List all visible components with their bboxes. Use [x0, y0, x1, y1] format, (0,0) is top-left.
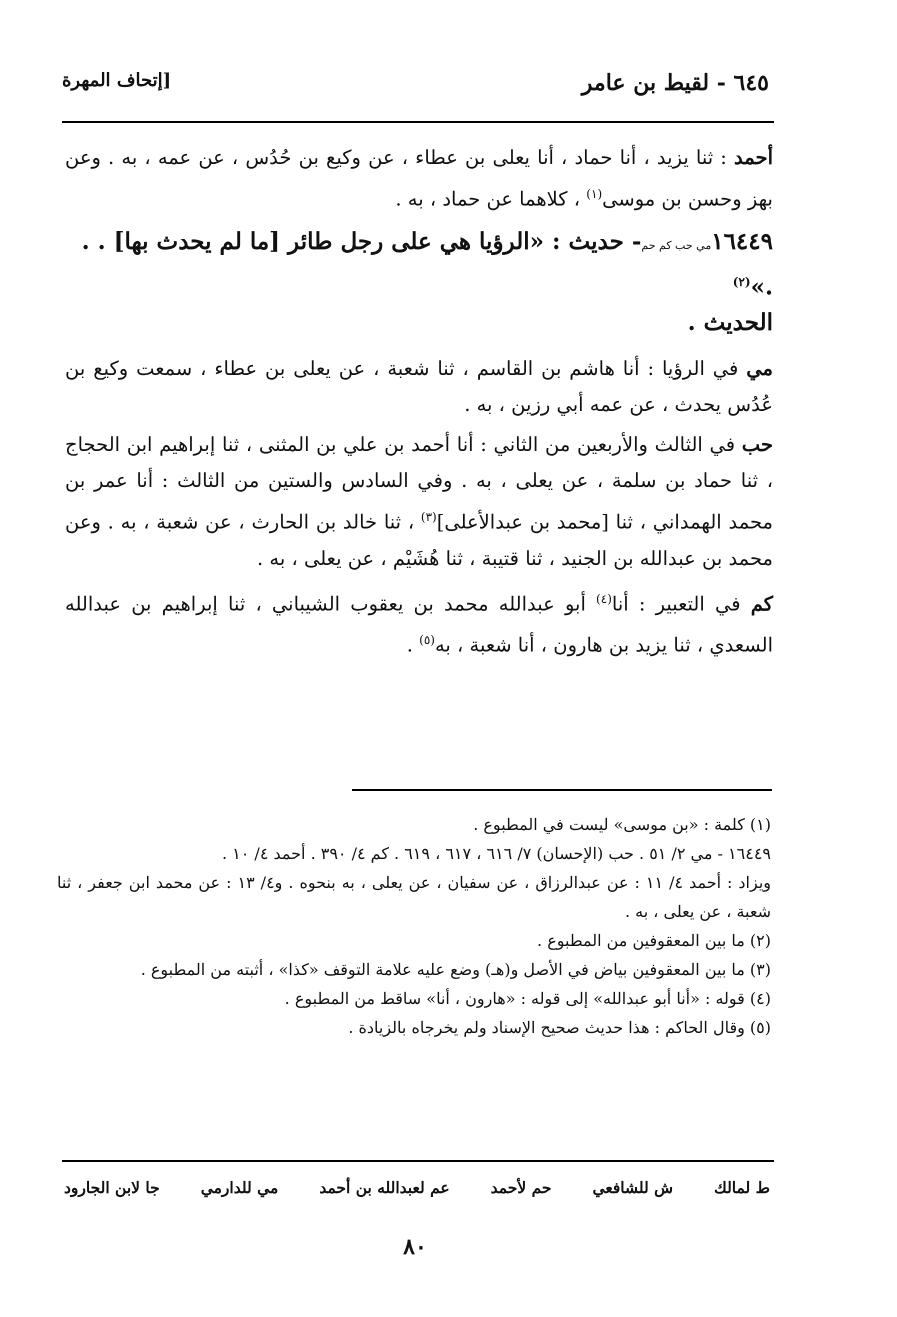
legend-item: عم لعبدالله بن أحمد	[319, 1178, 450, 1197]
hadith-label: - حديث :	[552, 227, 642, 255]
legend-item: جا لابن الجارود	[64, 1178, 160, 1197]
source-siglum: كم	[750, 592, 773, 616]
footnote-rule	[352, 789, 772, 791]
footnote-4: (٤) قوله : «أنا أبو عبدالله» إلى قوله : «هارون ، أنا» ساقط من المطبوع .	[284, 989, 771, 1008]
paragraph-text: ، ثنا خالد بن الحارث ، عن شعبة ، به . وعن محمد بن عبدالله بن الجنيد ، ثنا قتيبة ، ثنا هُشَيْم ، عن يعلى ، به .	[65, 510, 773, 570]
hadith-tail: الحديث .	[687, 309, 773, 337]
footnote-ref: (٤)	[596, 591, 612, 606]
source-siglum: مي	[746, 357, 773, 381]
paragraph-text: أبو عبدالله محمد بن يعقوب الشيباني ، ثنا إبراهيم بن عبدالله السعدي ، ثنا يزيد بن هارون ، أنا شعبة ، به	[65, 592, 773, 657]
book-title: [إتحاف المهرة	[62, 70, 172, 91]
page-number: ٨٠	[403, 1234, 427, 1260]
legend-item: ط لمالك	[714, 1178, 770, 1197]
paragraph-darimi	[65, 351, 773, 423]
footnote-references: ١٦٤٤٩ - مي ٢/ ٥١ . حب (الإحسان) ٧/ ٦١٦ ، ٦١٧ ، ٦١٩ . كم ٤/ ٣٩٠ . أحمد ٤/ ١٠ .	[221, 844, 771, 863]
running-title: ٦٤٥ - لقيط بن عامر	[581, 70, 769, 96]
hadith-heading	[65, 224, 773, 342]
footnote-2: (٢) ما بين المعقوفين من المطبوع .	[537, 931, 771, 950]
footnote-ref: (٢)	[732, 274, 751, 289]
footnote-1: (١) كلمة : «بن موسى» ليست في المطبوع .	[473, 815, 771, 834]
footnote-additions: ويزاد : أحمد ٤/ ١١ : عن عبدالرزاق ، عن سفيان ، عن يعلى ، به بنحوه . و٤/ ١٣ : عن محمد ابن جعفر ، ثنا شعبة ، عن يعلى ، به .	[57, 873, 772, 921]
footnote-ref: (١)	[586, 187, 603, 201]
hadith-text: «الرؤيا هي على رجل طائر [ما لم يحدث بها] . . .»	[81, 227, 773, 301]
legend-item: حم لأحمد	[490, 1178, 552, 1197]
footnotes	[57, 810, 771, 1042]
footnote-5: (٥) وقال الحاكم : هذا حديث صحيح الإسناد ولم يخرجاه بالزيادة .	[348, 1018, 771, 1037]
paragraph-ahmad	[65, 140, 773, 218]
source-siglum: أحمد	[734, 146, 773, 169]
paragraph-ibn-hibban	[65, 427, 773, 577]
hadith-number: ١٦٤٤٩	[711, 227, 773, 255]
legend-item: ش للشافعي	[592, 1178, 673, 1197]
paragraph-text: .	[406, 633, 413, 657]
legend-rule	[62, 1160, 774, 1162]
paragraph-text: في التعبير : أنا	[611, 592, 741, 616]
hadith-sources: مي حب كم حم	[641, 238, 712, 252]
header-rule	[62, 121, 774, 123]
paragraph-text: في الرؤيا : أنا هاشم بن القاسم ، ثنا شعبة ، عن يعلى بن عطاء ، سمعت وكيع بن عُدُس يحدث ، عن عمه أبي رزين ، به .	[65, 357, 773, 417]
footnote-3: (٣) ما بين المعقوفين بياض في الأصل و(هـ) وضع عليه علامة التوقف «كذا» ، أثبته من المطبوع .	[140, 960, 771, 979]
paragraph-hakim	[65, 581, 773, 664]
footnote-ref: (٥)	[419, 633, 435, 648]
paragraph-text: : ثنا يزيد ، أنا حماد ، أنا يعلى بن عطاء ، عن وكيع بن حُدُس ، عن عمه ، به . وعن بهز وحسن بن موسى	[65, 146, 773, 211]
footnote-ref: (٣)	[420, 510, 437, 525]
paragraph-text: ، كلاهما عن حماد ، به .	[395, 187, 581, 211]
paragraph-text: في الثالث والأربعين من الثاني : أنا أحمد بن علي بن المثنى ، ثنا إبراهيم ابن الحجاج ، ثنا حماد بن سلمة ، عن يعلى ، به . وفي السادس والستين من الثالث : أنا عمر بن محمد الهمداني ، ثنا [محمد بن عبدالأعلى]	[65, 433, 773, 534]
main-text	[65, 140, 773, 664]
legend-item: مي للدارمي	[200, 1178, 279, 1197]
abbreviation-legend	[64, 1178, 770, 1197]
source-siglum: حب	[741, 433, 773, 457]
